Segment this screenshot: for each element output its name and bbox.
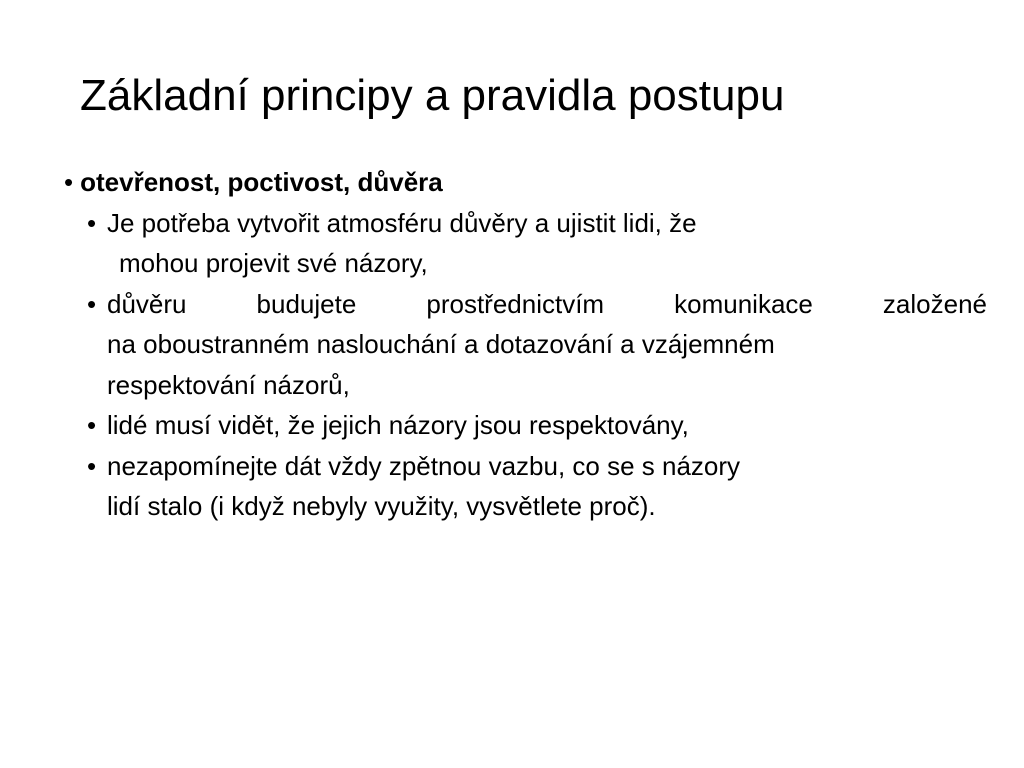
sub-bullet-line: lidé musí vidět, že jejich názory jsou respektovány, — [107, 410, 689, 440]
sub-bullet-line: Je potřeba vytvořit atmosféru důvěry a ujistit lidi, že — [107, 207, 697, 238]
section-heading: otevřenost, poctivost, důvěra — [80, 167, 443, 197]
bullet: • — [87, 288, 97, 319]
sub-bullet-atmosphere — [64, 203, 994, 284]
bullet: • — [87, 410, 97, 440]
sub-bullet-line: lidí stalo (i když nebyly využity, vysvětlete proč). — [107, 491, 656, 521]
word: důvěru — [107, 288, 187, 319]
sub-bullet-line: respektování názorů, — [107, 369, 350, 400]
sub-bullet-feedback — [64, 446, 994, 527]
sub-bullet-line: na oboustranném naslouchání a dotazování a vzájemném — [107, 329, 775, 359]
slide-content — [64, 162, 994, 527]
slide-title: Základní principy a pravidla postupu — [80, 71, 785, 120]
sub-bullet-line: nezapomínejte dát vždy zpětnou vazbu, co se s názory — [107, 450, 741, 481]
bullet: • — [87, 450, 97, 481]
sub-bullet-justified-line — [107, 284, 987, 325]
section-heading-item — [64, 162, 994, 203]
bullet: • — [87, 207, 97, 238]
sub-bullet-respect — [64, 405, 994, 446]
sub-bullet-trust — [64, 284, 994, 406]
word: komunikace — [674, 288, 813, 319]
word: prostřednictvím — [426, 288, 605, 319]
bullet: • — [64, 167, 74, 197]
word: založené — [882, 288, 987, 319]
word: budujete — [256, 288, 357, 319]
sub-bullet-line: mohou projevit své názory, — [119, 248, 428, 278]
